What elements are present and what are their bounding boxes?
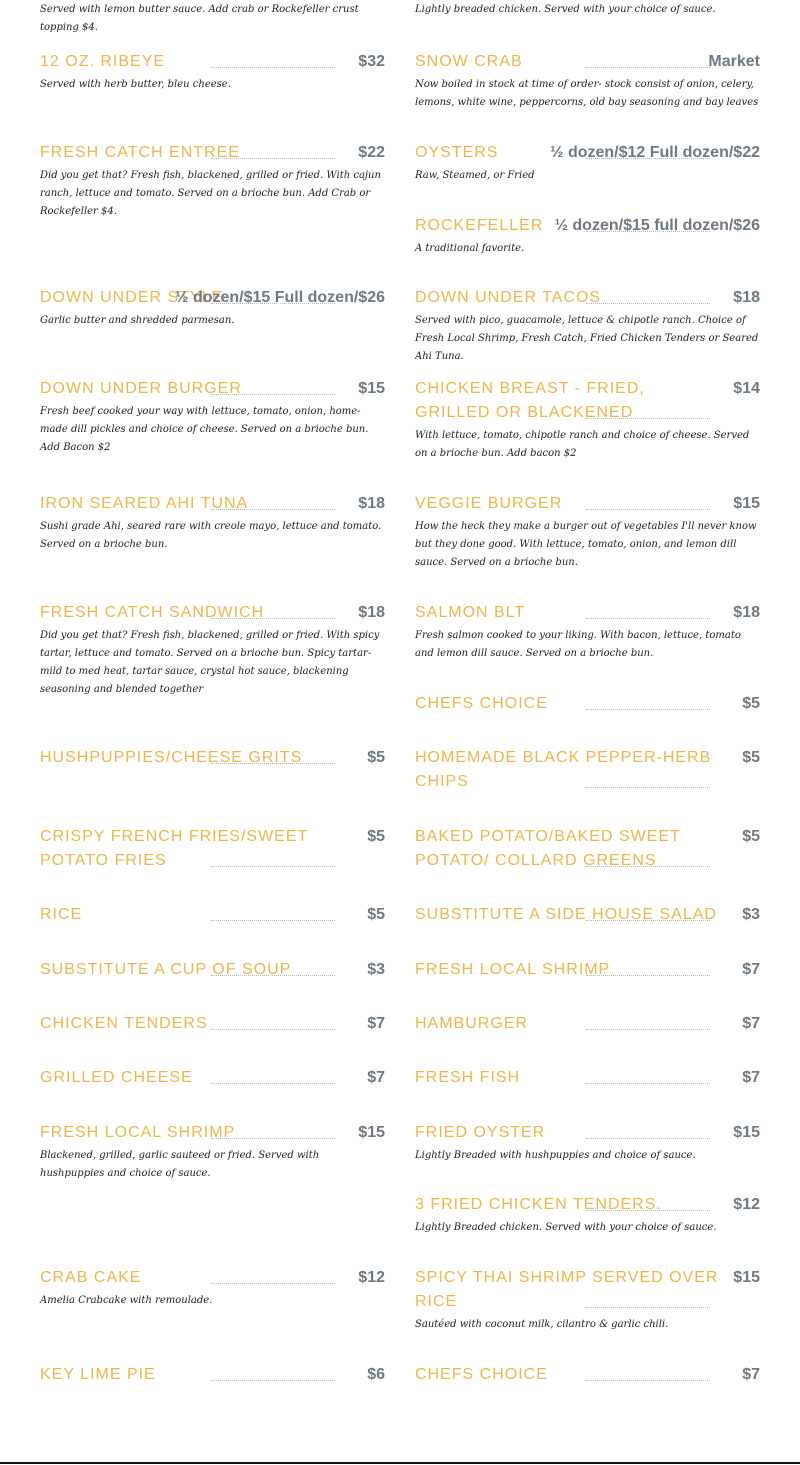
menu-item-name: FRESH LOCAL SHRIMP	[415, 961, 611, 978]
menu-item-description: Lightly Breaded with hushpuppies and choice of sauce.	[415, 1150, 696, 1161]
menu-item	[415, 1266, 760, 1334]
menu-item-price: $18	[733, 289, 760, 306]
menu-item-name: SUBSTITUTE A SIDE HOUSE SALAD	[415, 906, 717, 923]
menu-item-price: $15	[358, 380, 385, 397]
menu-item-price: $22	[358, 144, 385, 161]
menu-item-description: Raw, Steamed, or Fried	[415, 170, 535, 181]
top-note-right: Lightly breaded chicken. Served with your choice of sauce.	[415, 4, 716, 15]
menu-item-description: Did you get that? Fresh fish, blackened, grilled or fried. With cajun ranch, lettuce and tomato. Served on a brioche bun. Add Crab or Rockefeller $4.	[40, 170, 381, 217]
menu-item	[40, 601, 385, 699]
menu-item	[415, 1121, 760, 1165]
menu-item-description: Sautéed with coconut milk, cilantro & garlic chili.	[415, 1319, 669, 1330]
menu-item	[40, 1012, 385, 1036]
menu-item-price: $5	[367, 828, 385, 845]
menu-item-description: Did you get that? Fresh fish, blackened, grilled or fried. With spicy tartar, lettuce and tomato. Served on a brioche bun. Spicy tartar- mild to med heat, tartar sauce, crystal hot sauce, blackening seasoning and blended together	[40, 630, 380, 695]
menu-item	[40, 1363, 385, 1387]
menu-item-name: BAKED POTATO/BAKED SWEET POTATO/ COLLARD GREENS	[415, 828, 681, 869]
menu-item	[40, 746, 385, 770]
menu-item-name: SNOW CRAB	[415, 53, 523, 70]
menu-item-name: HUSHPUPPIES/CHEESE GRITS	[40, 749, 303, 766]
menu-item-price: ½ dozen/$15 Full dozen/$26	[175, 289, 385, 306]
menu-item-price: $6	[367, 1366, 385, 1383]
menu-item	[415, 1066, 760, 1090]
menu-item-name: CHEFS CHOICE	[415, 695, 548, 712]
menu-item-name: KEY LIME PIE	[40, 1366, 156, 1383]
menu-item-price: $7	[742, 1015, 760, 1032]
menu-item	[415, 601, 760, 663]
menu-item-name: SALMON BLT	[415, 604, 526, 621]
menu-item	[40, 958, 385, 982]
menu-item	[415, 903, 760, 927]
menu-item-name: RICE	[40, 906, 83, 923]
menu-item-price: $7	[742, 1069, 760, 1086]
menu-item-name: SPICY THAI SHRIMP SERVED OVER RICE	[415, 1269, 719, 1310]
menu-item-description: Garlic butter and shredded parmesan.	[40, 315, 235, 326]
menu-item	[40, 377, 385, 457]
menu-item-name: CHICKEN BREAST - FRIED, GRILLED OR BLACKENED	[415, 380, 645, 421]
menu-item	[40, 1066, 385, 1090]
menu-item-name: FRESH CATCH SANDWICH	[40, 604, 265, 621]
menu-item-name: FRESH FISH	[415, 1069, 521, 1086]
menu-item-name: FRESH LOCAL SHRIMP	[40, 1124, 236, 1141]
menu-item-description: Now boiled in stock at time of order- stock consist of onion, celery, lemons, white wine, peppercorns, old bay seasoning and bay leaves	[415, 79, 759, 108]
menu-item-price: $12	[358, 1269, 385, 1286]
menu-item	[40, 141, 385, 221]
menu-item-price: $18	[358, 604, 385, 621]
menu-item-name: FRESH CATCH ENTREE	[40, 144, 240, 161]
menu-item-name: HOMEMADE BLACK PEPPER-HERB CHIPS	[415, 749, 712, 790]
menu-item-price: ½ dozen/$15 full dozen/$26	[554, 217, 760, 234]
menu-item	[415, 50, 760, 112]
menu-item-name: 3 FRIED CHICKEN TENDERS.	[415, 1196, 662, 1213]
menu-item-price: ½ dozen/$12 Full dozen/$22	[550, 144, 760, 161]
menu-item	[40, 1266, 385, 1310]
menu-item	[40, 1121, 385, 1183]
menu-item-price: $15	[733, 1269, 760, 1286]
menu-item-price: $7	[742, 961, 760, 978]
menu-item	[415, 141, 760, 185]
menu-item-price: $3	[742, 906, 760, 923]
menu-item-name: GRILLED CHEESE	[40, 1069, 193, 1086]
menu-item-description: Fresh salmon cooked to your liking. With bacon, lettuce, tomato and lemon dill sauce. Served on a brioche bun.	[415, 630, 741, 659]
menu-item-price: $7	[742, 1366, 760, 1383]
menu-item	[40, 903, 385, 927]
menu-item-name: DOWN UNDER TACOS	[415, 289, 602, 306]
menu-item-price: $5	[367, 906, 385, 923]
menu-item	[40, 492, 385, 554]
menu-item	[415, 746, 760, 794]
menu-item-price: $7	[367, 1069, 385, 1086]
menu-item-price: $18	[358, 495, 385, 512]
menu-item-name: CRAB CAKE	[40, 1269, 142, 1286]
menu-item-price: $3	[367, 961, 385, 978]
menu-item	[40, 825, 385, 873]
menu-item-description: Amelia Crabcake with remoulade.	[40, 1295, 213, 1306]
menu-item-price: $5	[367, 749, 385, 766]
menu-item-name: VEGGIE BURGER	[415, 495, 563, 512]
menu-item-price: Market	[708, 53, 760, 70]
menu-item-price: $5	[742, 749, 760, 766]
menu-item-price: $32	[358, 53, 385, 70]
menu-item	[415, 214, 760, 258]
top-note-left: Served with lemon butter sauce. Add crab or Rockefeller crust topping $4.	[40, 4, 359, 33]
menu-item-name: SUBSTITUTE A CUP OF SOUP	[40, 961, 292, 978]
menu-item-description: A traditional favorite.	[415, 243, 525, 254]
menu-item-name: CHICKEN TENDERS	[40, 1015, 208, 1032]
menu-item-name: IRON SEARED AHI TUNA	[40, 495, 249, 512]
menu-item	[40, 286, 385, 330]
menu-item-price: $5	[742, 695, 760, 712]
menu-item-name: DOWN UNDER STYLE	[40, 289, 224, 306]
menu-item-price: $14	[733, 380, 760, 397]
menu-item-name: ROCKEFELLER	[415, 217, 544, 234]
menu-item	[415, 692, 760, 716]
menu-item-price: $18	[733, 604, 760, 621]
menu-item	[415, 1012, 760, 1036]
menu-item-description: Lightly Breaded chicken. Served with your choice of sauce.	[415, 1222, 717, 1233]
menu-item-description: Served with pico, guacamole, lettuce & chipotle ranch. Choice of Fresh Local Shrimp, Fresh Catch, Fried Chicken Tenders or Seared Ahi Tuna.	[415, 315, 759, 362]
menu-item-price: $5	[742, 828, 760, 845]
menu-item	[415, 492, 760, 572]
menu-item-name: 12 OZ. RIBEYE	[40, 53, 166, 70]
menu-item-description: Sushi grade Ahi, seared rare with creole mayo, lettuce and tomato. Served on a brioche bun.	[40, 521, 382, 550]
bottom-divider	[0, 1462, 800, 1464]
menu-item-description: How the heck they make a burger out of vegetables I'll never know but they done good. With lettuce, tomato, onion, and lemon dill sauce. Served on a brioche bun.	[415, 521, 757, 568]
menu-item	[415, 377, 760, 463]
menu-item	[415, 286, 760, 366]
menu-item-description: Blackened, grilled, garlic sauteed or fried. Served with hushpuppies and choice of sauce.	[40, 1150, 320, 1179]
menu-item-price: $15	[733, 495, 760, 512]
menu-item	[415, 958, 760, 982]
menu-item-name: OYSTERS	[415, 144, 499, 161]
menu-item-description: Fresh beef cooked your way with lettuce, tomato, onion, home-made dill pickles and choice of cheese. Served on a brioche bun. Add Bacon $2	[40, 406, 369, 453]
menu-item-price: $15	[733, 1124, 760, 1141]
menu-item-description: Served with herb butter, bleu cheese.	[40, 79, 231, 90]
menu-item-name: CRISPY FRENCH FRIES/SWEET POTATO FRIES	[40, 828, 308, 869]
menu-item-name: CHEFS CHOICE	[415, 1366, 548, 1383]
menu-item	[40, 50, 385, 94]
menu-item-price: $15	[358, 1124, 385, 1141]
menu-item-price: $7	[367, 1015, 385, 1032]
menu-item-name: FRIED OYSTER	[415, 1124, 546, 1141]
menu-item-name: DOWN UNDER BURGER	[40, 380, 242, 397]
menu-item-price: $12	[733, 1196, 760, 1213]
menu-item	[415, 1193, 760, 1237]
menu-item-description: With lettuce, tomato, chipotle ranch and choice of cheese. Served on a brioche bun. Add bacon $2	[415, 430, 750, 459]
menu-item-name: HAMBURGER	[415, 1015, 529, 1032]
menu-item	[415, 1363, 760, 1387]
menu-item	[415, 825, 760, 873]
